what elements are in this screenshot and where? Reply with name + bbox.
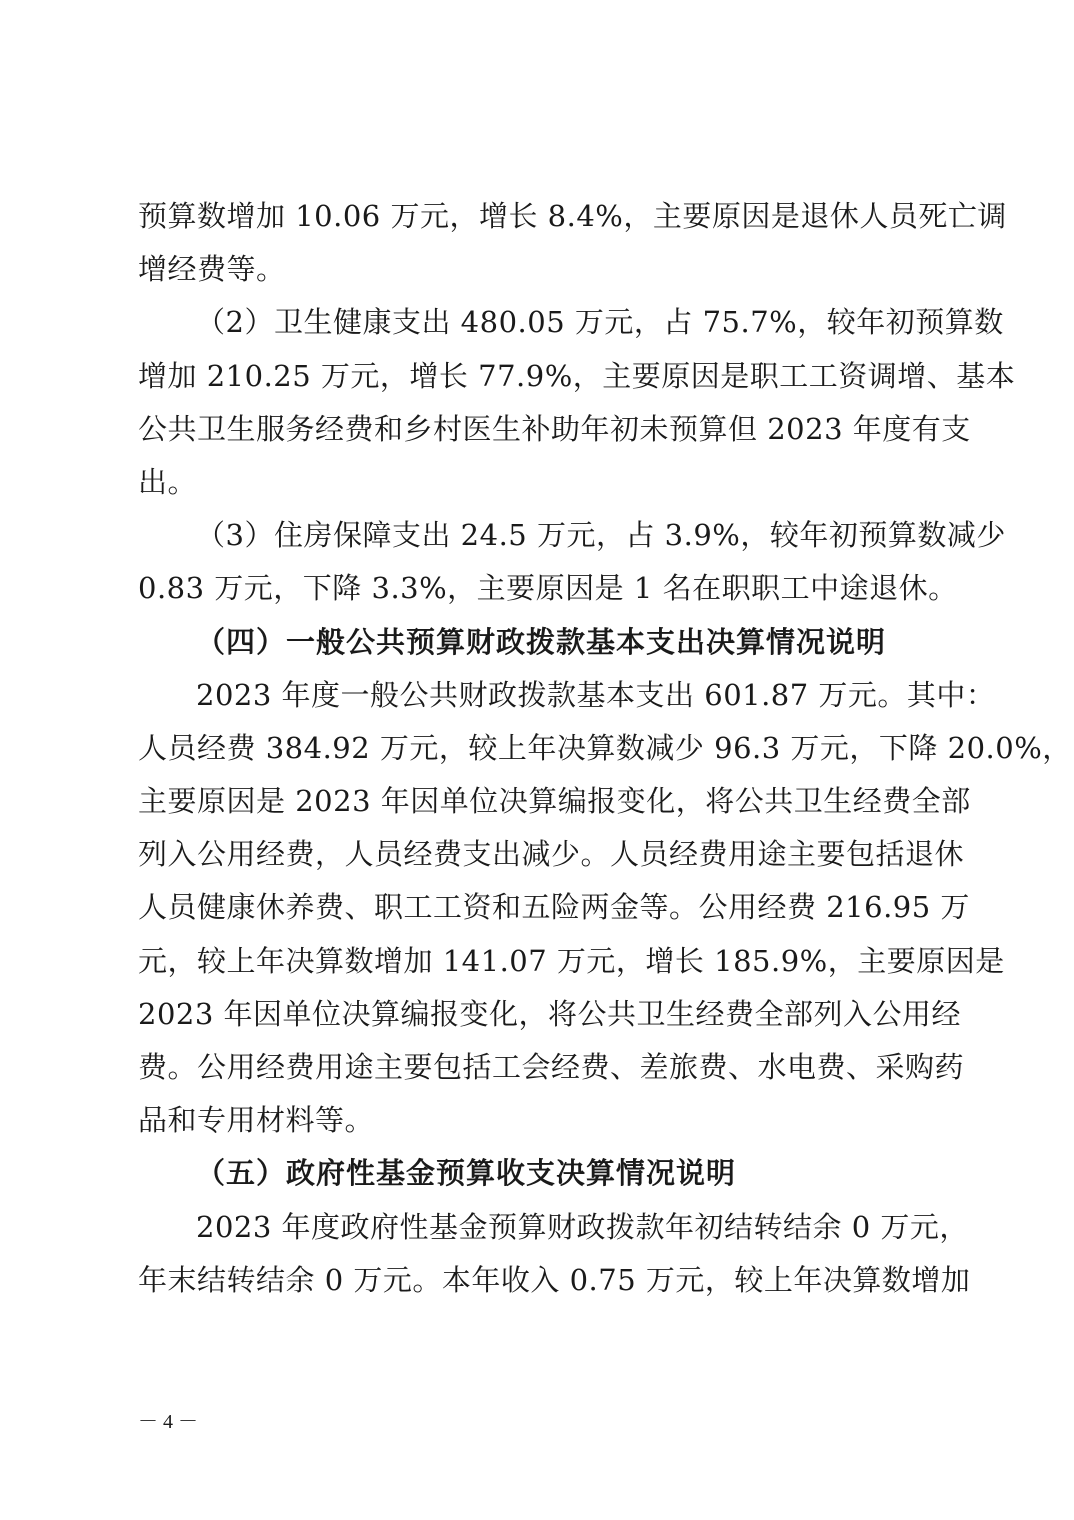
body-line: 2023 年度政府性基金预算财政拨款年初结转结余 0 万元， xyxy=(196,1209,969,1244)
section-heading: （四）一般公共预算财政拨款基本支出决算情况说明 xyxy=(196,624,887,659)
body-line: 列入公用经费，人员经费支出减少。人员经费用途主要包括退休 xyxy=(138,837,965,872)
body-line: 品和专用材料等。 xyxy=(138,1103,375,1138)
body-line: 人员健康休养费、职工工资和五险两金等。公用经费 216.95 万 xyxy=(138,890,970,925)
body-line: （2）卫生健康支出 480.05 万元，占 75.7%，较年初预算数 xyxy=(196,305,1004,340)
section-heading: （五）政府性基金预算收支决算情况说明 xyxy=(196,1156,737,1191)
body-line: 2023 年因单位决算编报变化，将公共卫生经费全部列入公用经 xyxy=(138,996,962,1031)
body-line: 人员经费 384.92 万元，较上年决算数减少 96.3 万元，下降 20.0%， xyxy=(138,730,1072,765)
body-line: 增经费等。 xyxy=(138,252,286,287)
body-line: 元，较上年决算数增加 141.07 万元，增长 185.9%，主要原因是 xyxy=(138,943,1005,978)
body-line: 出。 xyxy=(138,464,198,499)
body-line: （3）住房保障支出 24.5 万元，占 3.9%，较年初预算数减少 xyxy=(196,518,1006,553)
document-body xyxy=(138,190,1072,1307)
body-line: 预算数增加 10.06 万元，增长 8.4%，主要原因是退休人员死亡调 xyxy=(138,199,1007,233)
body-line: 主要原因是 2023 年因单位决算编报变化，将公共卫生经费全部 xyxy=(138,784,971,819)
body-line: 年末结转结余 0 万元。本年收入 0.75 万元，较上年决算数增加 xyxy=(138,1262,971,1297)
body-line: 增加 210.25 万元，增长 77.9%，主要原因是职工工资调增、基本 xyxy=(138,358,1016,393)
body-line: 0.83 万元，下降 3.3%，主要原因是 1 名在职职工中途退休。 xyxy=(138,571,958,606)
body-line: 2023 年度一般公共财政拨款基本支出 601.87 万元。其中： xyxy=(196,677,996,712)
page-number: － 4 － xyxy=(138,1411,198,1433)
body-line: 公共卫生服务经费和乡村医生补助年初未预算但 2023 年度有支 xyxy=(138,411,971,446)
body-line: 费。公用经费用途主要包括工会经费、差旅费、水电费、采购药 xyxy=(138,1050,965,1084)
